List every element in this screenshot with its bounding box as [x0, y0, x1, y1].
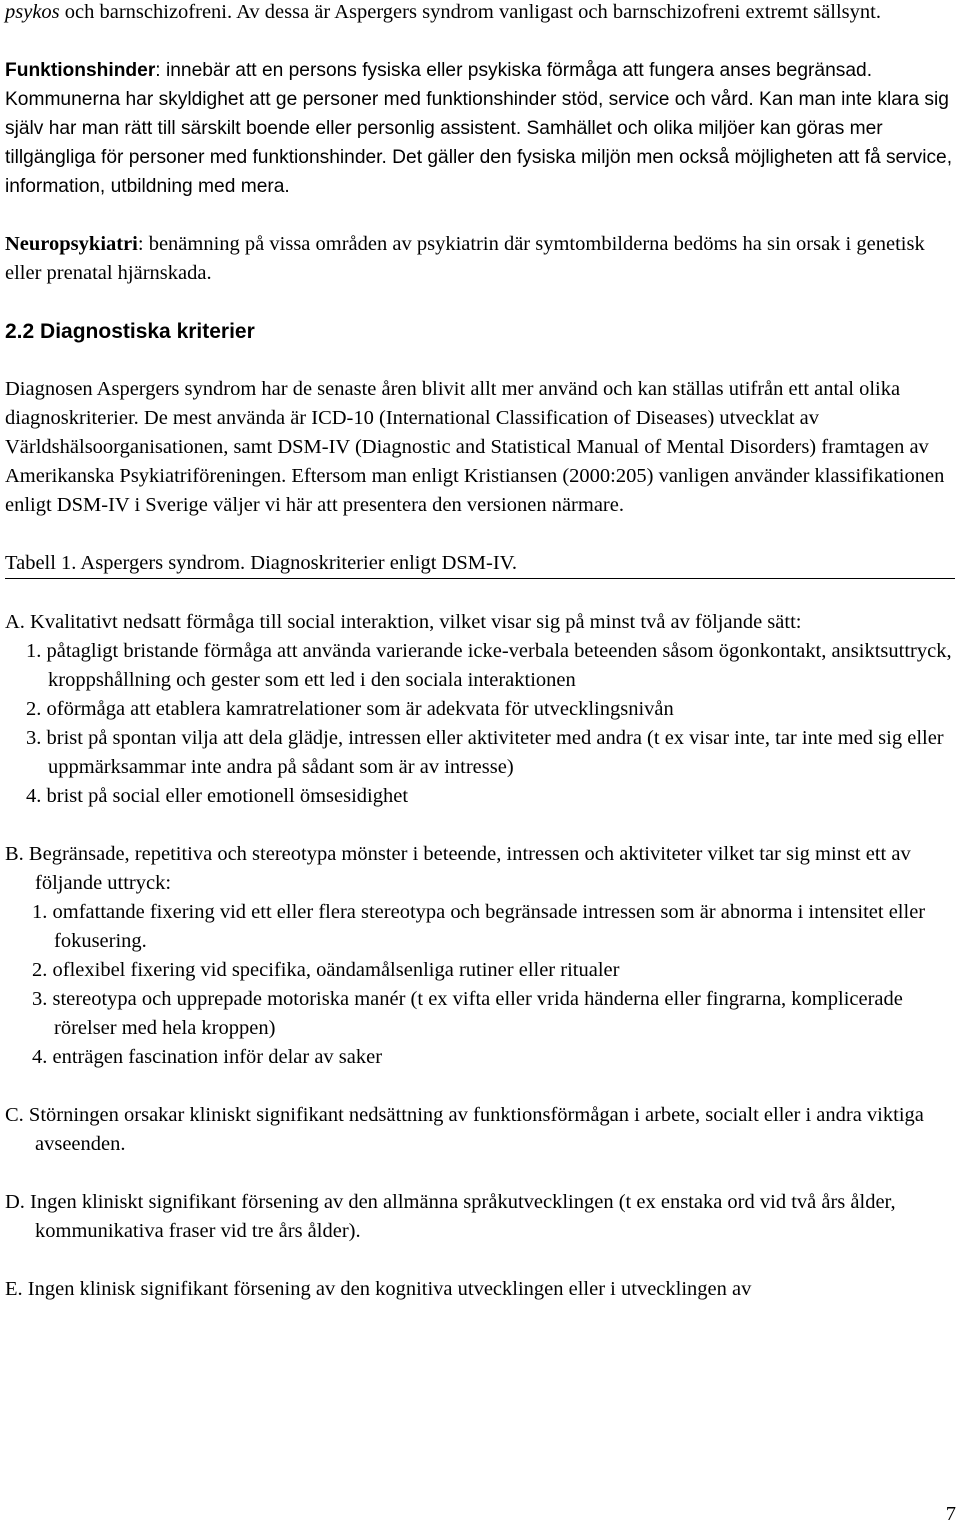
- list-item: 1. påtagligt bristande förmåga att använda varierande icke-verbala beteenden såsom ögonkontakt, ansiktsuttryck, kroppshållning och gester som ett led i den sociala interaktionen: [26, 640, 952, 691]
- criterion-a: [5, 608, 955, 811]
- neuropsykiatri-paragraph: [5, 230, 955, 288]
- criterion-text: D. Ingen kliniskt signifikant försening av den allmänna språkutvecklingen (t ex enstaka ord vid två års ålder, kommunikativa fraser vid tre års ålder).: [5, 1191, 896, 1242]
- list-item: 4. enträgen fascination inför delar av saker: [32, 1046, 383, 1068]
- list-item: 2. oförmåga att etablera kamratrelationer som är adekvata för utvecklingsnivån: [26, 698, 674, 720]
- list-item: 1. omfattande fixering vid ett eller flera stereotypa och begränsade intressen som är abnorma i intensitet eller fokusering.: [32, 901, 926, 952]
- criterion-text: E. Ingen klinisk signifikant försening av den kognitiva utvecklingen eller i utvecklingen av: [5, 1278, 752, 1300]
- criterion-text: B. Begränsade, repetitiva och stereotypa mönster i beteende, intressen och aktiviteter vilket tar sig minst ett av följande uttryck:: [5, 843, 911, 894]
- criterion-items: [5, 637, 955, 811]
- criterion-text: C. Störningen orsakar kliniskt signifikant nedsättning av funktionsförmågan i arbete, socialt eller i andra viktiga avseenden.: [5, 1104, 924, 1155]
- intro-text: och barnschizofreni. Av dessa är Aspergers syndrom vanligast och barnschizofreni extremt sällsynt.: [59, 1, 881, 23]
- criterion-b: [5, 840, 955, 1072]
- funktionshinder-paragraph: [5, 56, 955, 201]
- document-page: [5, 0, 955, 1333]
- criterion-c: [5, 1101, 955, 1159]
- funktionshinder-text: : innebär att en persons fysiska eller psykiska förmåga att fungera anses begränsad. Kommunerna har skyldighet att ge personer med funktionshinder stöd, service och vård. Kan man inte klara sig själv har man rätt till särskilt boende eller personlig assistent. Samhället och olika miljöer kan göras mer tillgängliga för personer med funktionshinder. Det gäller den fysiska miljön men också möjligheten att få service, information, utbildning med mera.: [5, 60, 953, 197]
- list-item: 3. brist på spontan vilja att dela glädje, intressen eller aktiviteter med andra (t ex visar inte, tar inte med sig eller uppmärksammar inte andra på sådant som är av intresse): [26, 727, 944, 778]
- table-caption: Tabell 1. Aspergers syndrom. Diagnoskriterier enligt DSM-IV.: [5, 549, 955, 579]
- criterion-e: [5, 1275, 955, 1304]
- page-number: 7: [945, 1503, 956, 1525]
- list-item: 3. stereotypa och upprepade motoriska manér (t ex vifta eller vrida händerna eller fingrarna, komplicerade rörelser med hela kroppen): [32, 988, 903, 1039]
- list-item: 2. oflexibel fixering vid specifika, oändamålsenliga rutiner eller ritualer: [32, 959, 620, 981]
- neuropsykiatri-term: Neuropsykiatri: [5, 233, 138, 255]
- intro-italic: psykos: [5, 1, 60, 23]
- intro-paragraph: [5, 0, 955, 27]
- criterion-d: [5, 1188, 955, 1246]
- section-heading: 2.2 Diagnostiska kriterier: [5, 320, 255, 343]
- neuropsykiatri-text: : benämning på vissa områden av psykiatrin där symtombilderna bedöms ha sin orsak i genetisk eller prenatal hjärnskada.: [5, 233, 925, 284]
- funktionshinder-term: Funktionshinder: [5, 60, 156, 81]
- section-body: Diagnosen Aspergers syndrom har de senaste åren blivit allt mer använd och kan ställas utifrån ett antal olika diagnoskriterier. De mest använda är ICD-10 (International Classification of Diseases) utvecklat av Världshälsoorganisationen, samt DSM-IV (Diagnostic and Statistical Manual of Mental Disorders) framtagen av Amerikanska Psykiatriföreningen. Eftersom man enligt Kristiansen (2000:205) vanligen använder klassifikationen enligt DSM-IV i Sverige väljer vi här att presentera den versionen närmare.: [5, 378, 945, 516]
- criterion-items: [5, 898, 955, 1072]
- criterion-text: A. Kvalitativt nedsatt förmåga till social interaktion, vilket visar sig på minst två av följande sätt:: [5, 611, 802, 633]
- list-item: 4. brist på social eller emotionell ömsesidighet: [26, 785, 409, 807]
